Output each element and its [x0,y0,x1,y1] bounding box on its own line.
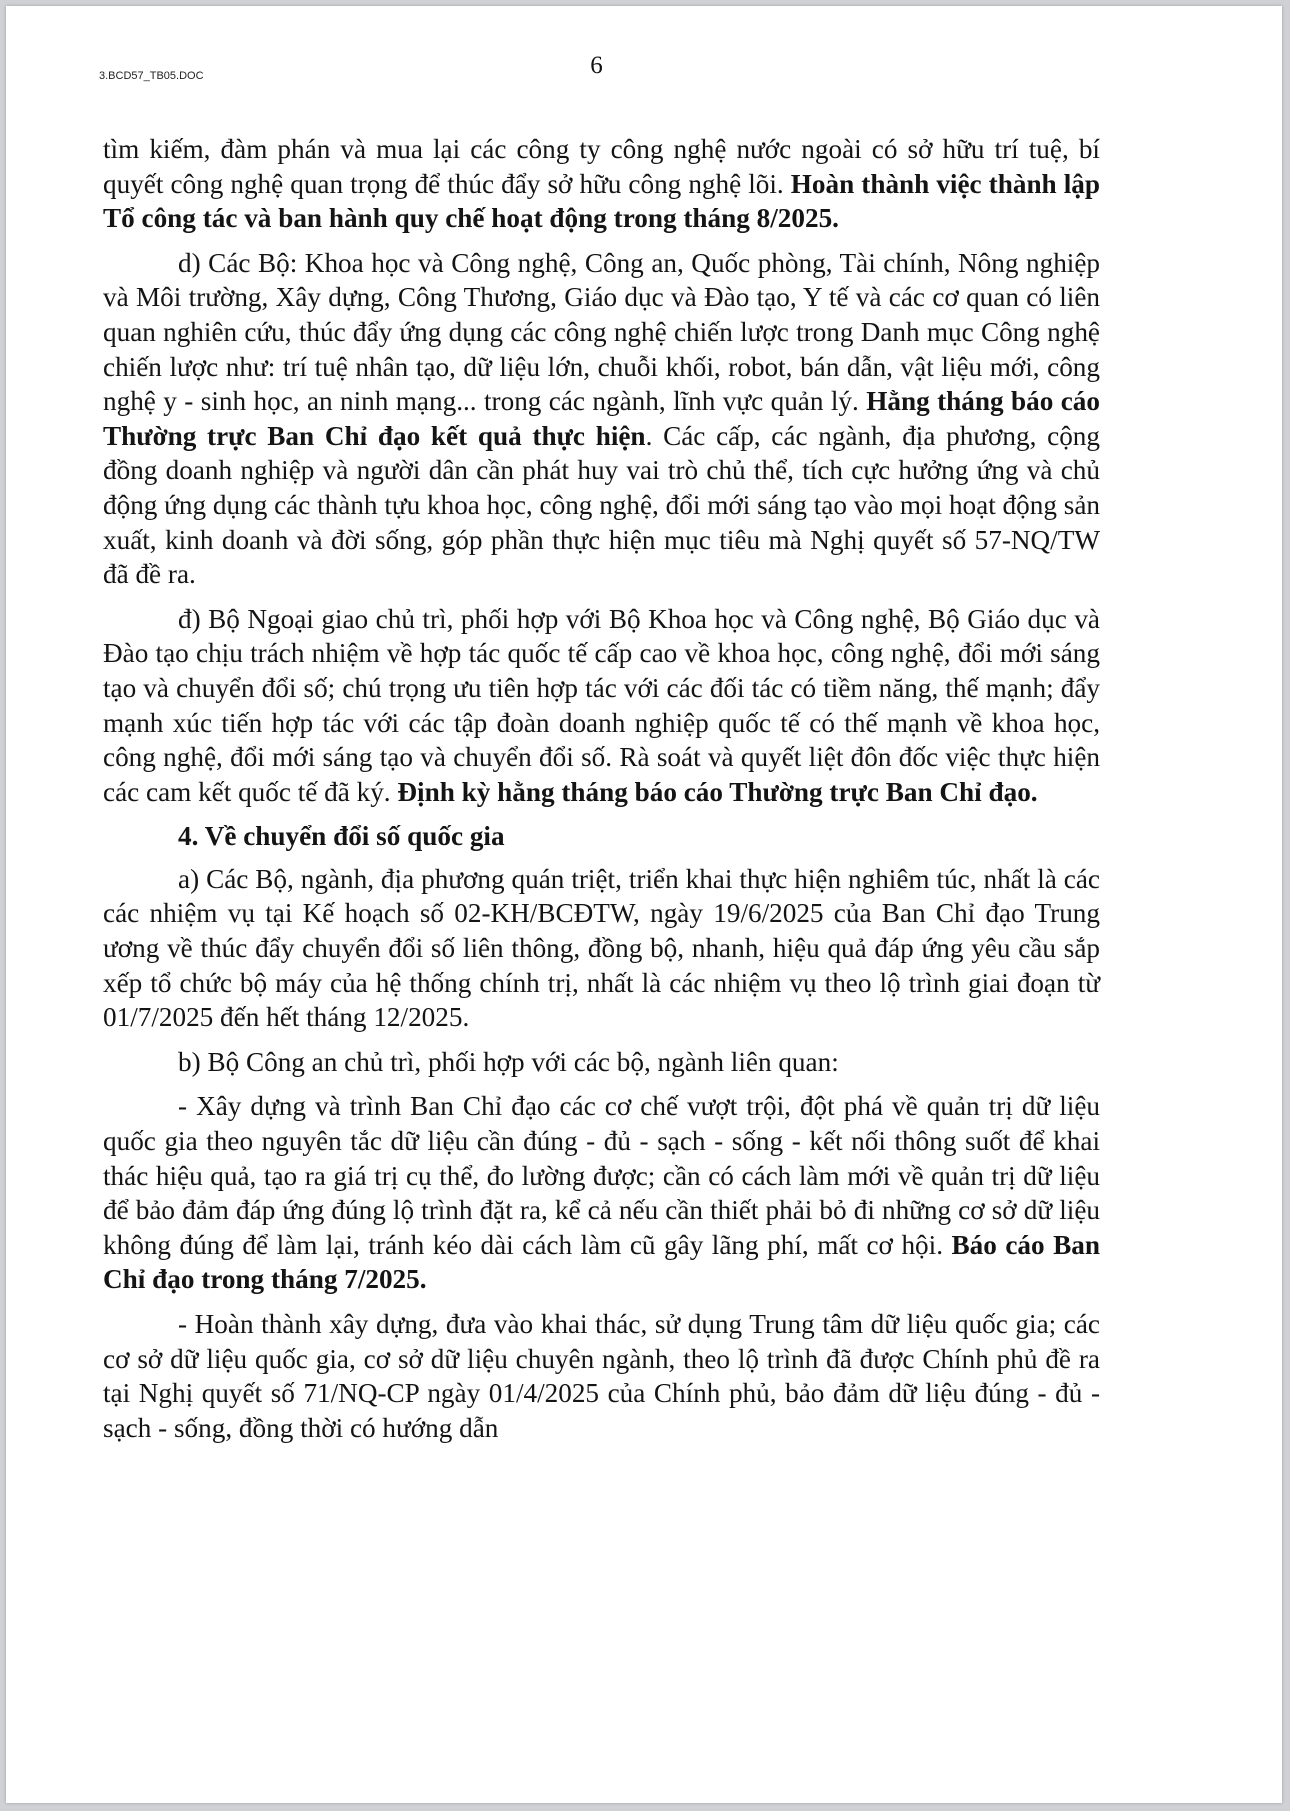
paragraph-b: b) Bộ Công an chủ trì, phối hợp với các bộ, ngành liên quan: [178,1046,839,1077]
document-filename: 3.BCD57_TB05.DOC [99,70,204,82]
bold-text: Hoàn thành việc thành lập Tổ công tác và ban hành quy chế hoạt động trong tháng 8/2025. [103,168,1100,234]
paragraph-dd [103,602,1100,810]
paragraph-text: tìm kiếm, đàm phán và mua lại các công ty công nghệ nước ngoài có sở hữu trí tuệ, bí quyết công nghệ quan trọng để thúc đẩy sở hữu công nghệ lõi. [103,134,1100,199]
heading-text: 4. Về chuyển đổi số quốc gia [178,821,505,852]
bold-text: Hằng tháng báo cáo Thường trực Ban Chỉ đạo kết quả thực hiện [103,386,1100,451]
section-heading-4 [103,819,1100,854]
page-number: 6 [590,52,603,79]
paragraph-bullet-1 [103,1089,1100,1297]
bold-text: Báo cáo Ban Chỉ đạo trong tháng 7/2025. [103,1229,1100,1295]
paragraph-text: d) Các Bộ: Khoa học và Công nghệ, Công an, Quốc phòng, Tài chính, Nông nghiệp và Môi trường, Xây dựng, Công Thương, Giáo dục và Đào tạo, Y tế và các cơ quan có liên quan nghiên cứu, thúc đẩy ứng dụng các công nghệ chiến lược trong Danh mục Công nghệ chiến lược như: trí tuệ nhân tạo, dữ liệu lớn, chuỗi khối, robot, bán dẫn, vật liệu mới, công nghệ y - sinh học, an ninh mạng... trong các ngành, lĩnh vực quản lý. [103,247,1100,417]
paragraph-bullet-2: - Hoàn thành xây dựng, đưa vào khai thác, sử dụng Trung tâm dữ liệu quốc gia; các cơ sở dữ liệu quốc gia, cơ sở dữ liệu chuyên ngành, theo lộ trình đã được Chính phủ đề ra tại Nghị quyết số 71/NQ-CP ngày 01/4/2025 của Chính phủ, bảo đảm dữ liệu đúng - đủ - sạch - sống, đồng thời có hướng dẫn [103,1309,1100,1443]
bold-text: Định kỳ hằng tháng báo cáo Thường trực Ban Chỉ đạo. [397,776,1038,807]
paragraph-text: đ) Bộ Ngoại giao chủ trì, phối hợp với Bộ Khoa học và Công nghệ, Bộ Giáo dục và Đào tạo chịu trách nhiệm về hợp tác quốc tế cấp cao về khoa học, công nghệ, đổi mới sáng tạo và chuyển đổi số; chú trọng ưu tiên hợp tác với các đối tác có tiềm năng, thế mạnh; đẩy mạnh xúc tiến hợp tác với các tập đoàn doanh nghiệp quốc tế có thế mạnh về khoa học, công nghệ, đổi mới sáng tạo và chuyển đổi số. Rà soát và quyết liệt đôn đốc việc thực hiện các cam kết quốc tế đã ký. [103,603,1100,807]
paragraph-d [103,246,1100,592]
paragraph-text: . Các cấp, các ngành, địa phương, cộng đồng doanh nghiệp và người dân cần phát huy vai trò chủ thể, tích cực hưởng ứng và chủ động ứng dụng các thành tựu khoa học, công nghệ, đổi mới sáng tạo vào mọi hoạt động sản xuất, kinh doanh và đời sống, góp phần thực hiện mục tiêu mà Nghị quyết số 57-NQ/TW đã đề ra. [103,420,1100,590]
document-page [6,6,1282,1803]
paragraph-text: - Xây dựng và trình Ban Chỉ đạo các cơ chế vượt trội, đột phá về quản trị dữ liệu quốc gia theo nguyên tắc dữ liệu cần đúng - đủ - sạch - sống - kết nối thông suốt để khai thác hiệu quả, tạo ra giá trị cụ thể, đo lường được; cần có cách làm mới về quản trị dữ liệu để bảo đảm đáp ứng đúng lộ trình đặt ra, kể cả nếu cần thiết phải bỏ đi những cơ sở dữ liệu không đúng để làm lại, tránh kéo dài cách làm cũ gây lãng phí, mất cơ hội. [103,1091,1100,1260]
paragraph-a: a) Các Bộ, ngành, địa phương quán triệt, triển khai thực hiện nghiêm túc, nhất là các các nhiệm vụ tại Kế hoạch số 02-KH/BCĐTW, ngày 19/6/2025 của Ban Chỉ đạo Trung ương về thúc đẩy chuyển đổi số liên thông, đồng bộ, nhanh, hiệu quả đáp ứng yêu cầu sắp xếp tổ chức bộ máy của hệ thống chính trị, nhất là các nhiệm vụ theo lộ trình giai đoạn từ 01/7/2025 đến hết tháng 12/2025. [103,863,1100,1033]
paragraph-1 [103,132,1100,236]
document-body [103,132,1100,1455]
